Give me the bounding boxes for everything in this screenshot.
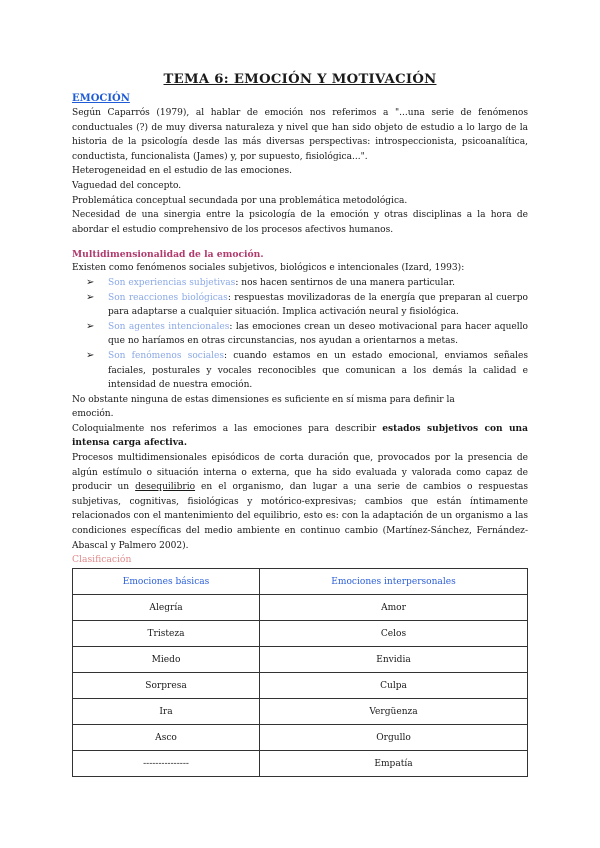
no-obstante-line-2: emoción. [72,409,114,420]
paragraph-procesos [72,451,528,553]
table-row [73,699,528,725]
line-vaguedad: Vaguedad del concepto. [72,180,182,191]
dimension-label: Son experiencias subjetivas [108,277,236,288]
table-row [73,595,528,621]
table-row [73,751,528,777]
dimension-text: : respuestas movilizadoras de la energía que preparan al cuerpo para adaptarse a cualquier situación. Implica activación neural y fisiológica. [108,292,528,318]
list-item [86,276,528,291]
table-cell: Asco [73,725,260,751]
arrow-bullet-icon: ➢ [86,291,95,303]
table-cell: Empatía [260,751,528,777]
dimension-list [72,276,528,393]
dimension-label: Son agentes intencionales [108,321,230,332]
table-row [73,725,528,751]
table-cell: Ira [73,699,260,725]
table-cell: Orgullo [260,725,528,751]
coloquialmente-bold: estados subjetivos con una intensa carga afectiva. [72,423,528,449]
clasificacion-heading: Clasificación [72,554,132,566]
list-item [86,349,528,393]
table-cell: Tristeza [73,621,260,647]
table-cell: --------------- [73,751,260,777]
line-problematica: Problemática conceptual secundada por una problemática metodológica. [72,195,408,206]
procesos-text-a: Procesos multidimensionales episódicos de corta duración que, provocados por la presencia de algún estímulo o situación interna o externa, que ha sido evaluada y valorada como capaz de producir un [72,453,528,493]
list-item [86,291,528,320]
line-heterogeneidad: Heterogeneidad en el estudio de las emociones. [72,166,293,177]
multi-intro: Existen como fenómenos sociales subjetivos, biológicos e intencionales (Izard, 1993): [72,263,465,274]
page-title: TEMA 6: EMOCIÓN Y MOTIVACIÓN [163,72,437,87]
dimension-label: Son reacciones biológicas [108,292,228,303]
procesos-text-b: en el organismo, dan lugar a una serie de cambios o respuestas subjetivas, cognitivas, fisiológicas y motórico-expresivas; cambios que están íntimamente relacionados con el mantenimiento del equilibrio, esto es: con la adaptación de un organismo a las condiciones específicas del medio ambiente en continuo cambio (Martínez-Sánchez, Fernández-Abascal y Palmero 2002). [72,482,529,551]
emotions-table [72,568,528,777]
procesos-underlined: desequilibrio [135,482,196,493]
table-row [73,673,528,699]
table-cell: Celos [260,621,528,647]
arrow-bullet-icon: ➢ [86,276,95,288]
table-cell: Culpa [260,673,528,699]
line-sinergia: Necesidad de una sinergia entre la psicología de la emoción y otras disciplinas a la hora de abordar el estudio comprehensivo de los procesos afectivos humanos. [72,210,528,235]
dimension-label: Son fenómenos sociales [108,350,225,361]
paragraph-no-obstante [72,393,528,422]
coloquialmente-text: Coloquialmente nos referimos a las emociones para describir [72,423,383,434]
table-cell: Alegría [73,595,260,621]
section-heading-multidimensionalidad: Multidimensionalidad de la emoción. [72,249,264,261]
dimension-text: : nos hacen sentirnos de una manera particular. [235,277,455,288]
arrow-bullet-icon: ➢ [86,349,95,361]
intro-paragraph: Según Caparrós (1979), al hablar de emoción nos referimos a "...una serie de fenómenos conductuales (?) de muy diversa naturaleza y nivel que han sido objeto de estudio a lo largo de la historia de la psicología desde las más diversas perspectivas: introspeccionista, psicoanalítica, conductista, funcionalista (James) y, por supuesto, fisiológica...". [72,108,528,162]
arrow-bullet-icon: ➢ [86,320,95,332]
table-cell: Envidia [260,647,528,673]
table-cell: Miedo [73,647,260,673]
column-header-interpersonales: Emociones interpersonales [260,569,528,595]
table-header-row [73,569,528,595]
table-row [73,647,528,673]
dimension-text: : cuando estamos en un estado emocional, enviamos señales faciales, posturales y vocales reconocibles que comunican a los demás la calidad e intensidad de nuestra emoción. [108,350,528,391]
table-cell: Amor [260,595,528,621]
table-row [73,621,528,647]
list-item [86,320,528,349]
section-heading-emocion: EMOCIÓN [72,93,130,104]
table-cell: Sorpresa [73,673,260,699]
table-cell: Vergüenza [260,699,528,725]
document-page [72,72,528,777]
paragraph-coloquialmente [72,422,528,451]
dimension-text: : las emociones crean un deseo motivacional para hacer aquello que no haríamos en otras circunstancias, nos ayudan a orientarnos a metas. [108,321,528,347]
no-obstante-line-1: No obstante ninguna de estas dimensiones es suficiente en sí misma para definir la [72,394,455,405]
column-header-basicas: Emociones básicas [73,569,260,595]
